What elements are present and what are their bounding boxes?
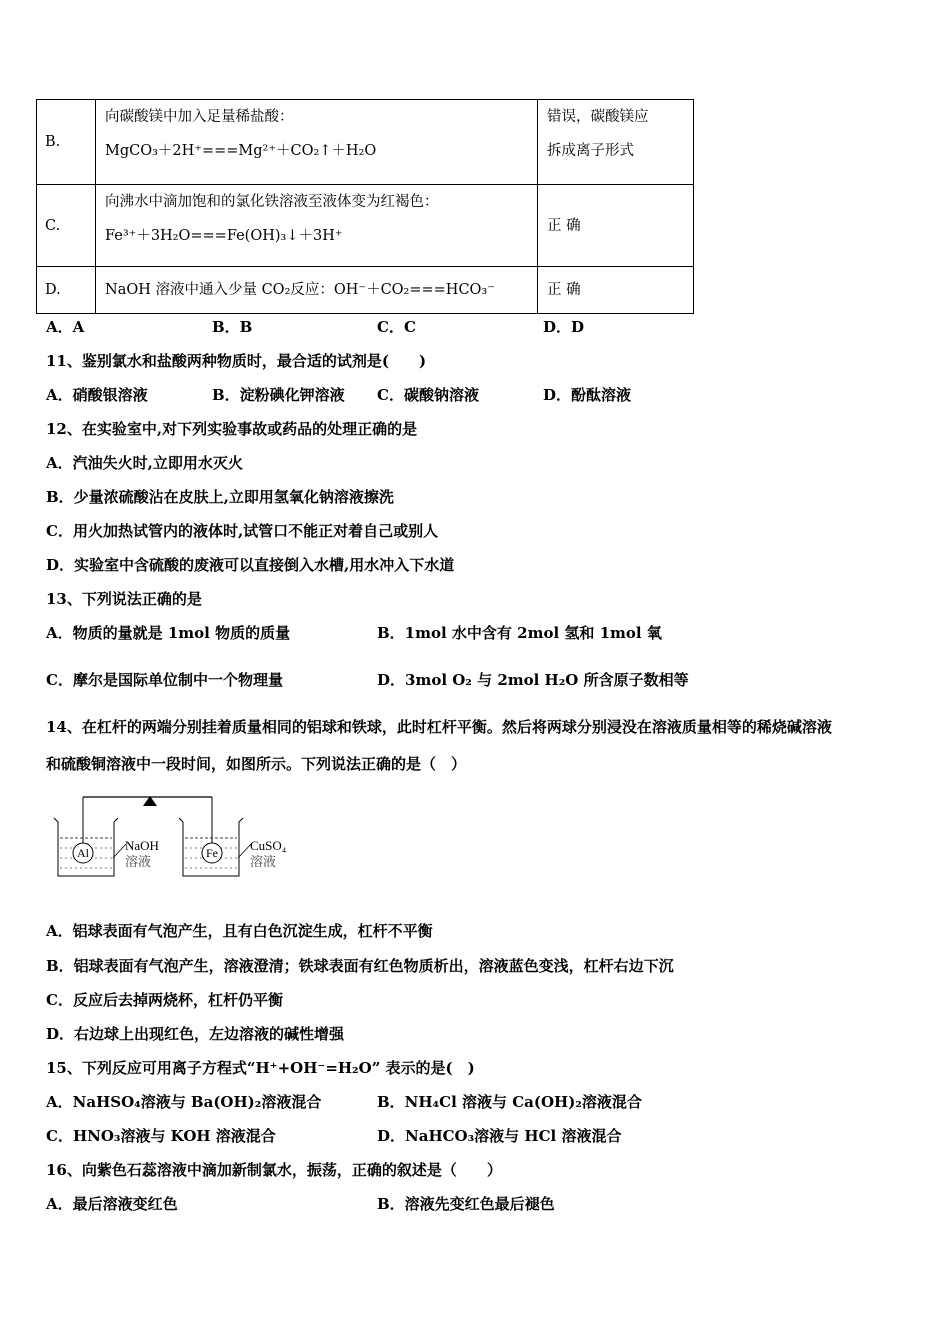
- option-a[interactable]: A．物质的量就是 1mol 物质的质量: [46, 624, 291, 642]
- question-11-stem: 11、鉴别氯水和盐酸两种物质时，最合适的试剂是( ): [46, 352, 427, 370]
- option-b[interactable]: B．溶液先变红色最后褪色: [377, 1195, 555, 1213]
- question-12-stem: 12、在实验室中,对下列实验事故或药品的处理正确的是: [46, 420, 418, 438]
- option-a[interactable]: A．汽油失火时,立即用水灭火: [46, 454, 243, 472]
- question-14-stem: 14、在杠杆的两端分别挂着质量相同的铝球和铁球，此时杠杆平衡。然后将两球分别浸没在溶液质量相等的稀烧碱溶液: [46, 718, 832, 736]
- ball-label-fe: Fe: [206, 846, 218, 860]
- solution-label-left: 溶液: [125, 855, 152, 870]
- question-15-stem: 15、下列反应可用离子方程式“H⁺+OH⁻=H₂O” 表示的是( ): [46, 1059, 475, 1077]
- table-row: [37, 100, 694, 185]
- option-d[interactable]: D．实验室中含硫酸的废液可以直接倒入水槽,用水冲入下水道: [46, 556, 455, 574]
- row-statement: 向沸水中滴加饱和的氯化铁溶液至液体变为红褐色： Fe³⁺＋3H₂O===Fe(OH)₃↓＋3H⁺: [96, 185, 538, 267]
- row-evaluation: 正 确: [538, 185, 694, 267]
- option-d[interactable]: D．NaHCO₃溶液与 HCl 溶液混合: [377, 1127, 622, 1145]
- option-c[interactable]: C．C: [377, 318, 416, 336]
- option-d[interactable]: D．酚酞溶液: [543, 386, 632, 404]
- row-evaluation: 正 确: [538, 267, 694, 314]
- option-c[interactable]: C．碳酸钠溶液: [377, 386, 479, 404]
- row-evaluation: 错误，碳酸镁应 拆成离子形式: [538, 100, 694, 185]
- option-c[interactable]: C．反应后去掉两烧杯，杠杆仍平衡: [46, 991, 283, 1009]
- table-row: [37, 267, 694, 314]
- option-b[interactable]: B．淀粉碘化钾溶液: [212, 386, 345, 404]
- row-statement: 向碳酸镁中加入足量稀盐酸： MgCO₃＋2H⁺===Mg²⁺＋CO₂↑＋H₂O: [96, 100, 538, 185]
- option-a[interactable]: A．铝球表面有气泡产生，且有白色沉淀生成，杠杆不平衡: [46, 922, 433, 940]
- row-label: B.: [37, 100, 96, 185]
- option-a[interactable]: A．最后溶液变红色: [46, 1195, 178, 1213]
- option-b[interactable]: B．NH₄Cl 溶液与 Ca(OH)₂溶液混合: [377, 1093, 642, 1111]
- question-16-stem: 16、向紫色石蕊溶液中滴加新制氯水，振荡，正确的叙述是（ ）: [46, 1161, 502, 1179]
- option-b[interactable]: B．B: [212, 318, 253, 336]
- question-13-stem: 13、下列说法正确的是: [46, 590, 202, 608]
- question-14-stem-cont: 和硫酸铜溶液中一段时间，如图所示。下列说法正确的是（ ）: [46, 755, 467, 773]
- lever-beaker-diagram: [50, 792, 310, 884]
- option-d[interactable]: D．3mol O₂ 与 2mol H₂O 所含原子数相等: [377, 671, 689, 689]
- option-a[interactable]: A．硝酸银溶液: [46, 386, 148, 404]
- solution-label-naoh: NaOH: [125, 838, 159, 853]
- table-row: [37, 185, 694, 267]
- row-label: C.: [37, 185, 96, 267]
- option-c[interactable]: C．用火加热试管内的液体时,试管口不能正对着自己或别人: [46, 522, 439, 540]
- option-d[interactable]: D．右边球上出现红色，左边溶液的碱性增强: [46, 1025, 345, 1043]
- solution-label-right: 溶液: [250, 855, 277, 870]
- option-a[interactable]: A．NaHSO₄溶液与 Ba(OH)₂溶液混合: [46, 1093, 322, 1111]
- option-d[interactable]: D．D: [543, 318, 585, 336]
- option-b[interactable]: B．铝球表面有气泡产生，溶液澄清；铁球表面有红色物质析出，溶液蓝色变浅，杠杆右边下沉: [46, 957, 674, 975]
- answer-table: [36, 99, 694, 314]
- option-c[interactable]: C．HNO₃溶液与 KOH 溶液混合: [46, 1127, 276, 1145]
- row-statement: NaOH 溶液中通入少量 CO₂反应：OH⁻＋CO₂===HCO₃⁻: [96, 267, 538, 314]
- ball-label-al: Al: [77, 846, 89, 860]
- solution-label-cuso4: CuSO₄: [250, 838, 287, 853]
- option-b[interactable]: B．少量浓硫酸沾在皮肤上,立即用氢氧化钠溶液擦洗: [46, 488, 394, 506]
- option-b[interactable]: B．1mol 水中含有 2mol 氢和 1mol 氧: [377, 624, 662, 642]
- row-label: D.: [37, 267, 96, 314]
- option-a[interactable]: A．A: [46, 318, 85, 336]
- option-c[interactable]: C．摩尔是国际单位制中一个物理量: [46, 671, 283, 689]
